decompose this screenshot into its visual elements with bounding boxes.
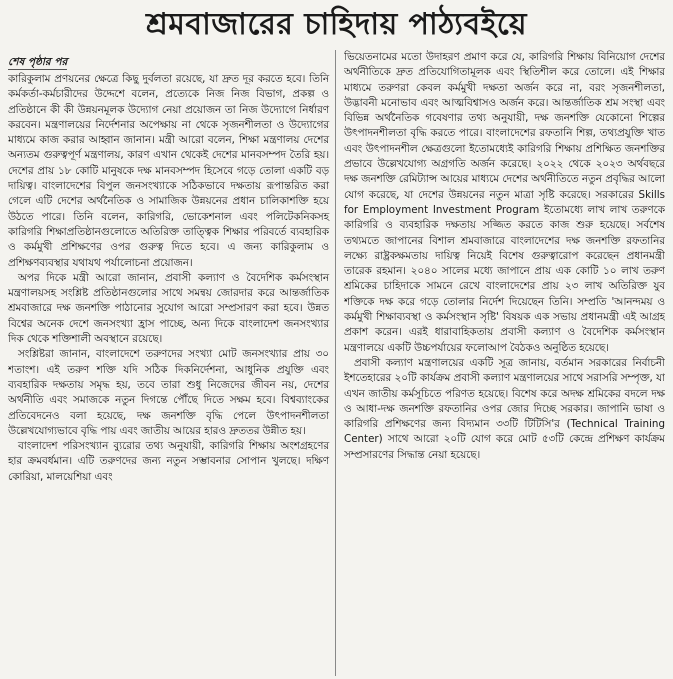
paragraph: ভিয়েতনামের মতো উদাহরণ প্রমাণ করে যে, কারিগরি শিক্ষায় বিনিয়োগ দেশের অর্থনীতিকে দ্রুত প্রতিযোগিতামূলক এবং স্থিতিশীল করে তোলে। এই শিক্ষার মাধ্যমে তরুণরা কেবল কর্মমুখী দক্ষতা অর্জন করে না, বরং সৃজনশীলতা, উদ্ভাবনী মনোভাব এবং আত্মবিশ্বাসও অর্জন করে। আন্তর্জাতিক শ্রম সংস্থা এবং বিভিন্ন অর্থনৈতিক গবেষণার তথ্য অনুযায়ী, দক্ষ জনশক্তি যেকোনো শিল্পের উৎপাদনশীলতা বৃদ্ধি করতে পারে। বাংলাদেশের রফতানি শিল্প, তথ্যপ্রযুক্তি খাত এবং উৎপাদনশীল ক্ষেত্রগুলো ইতোমধ্যেই কারিগরি শিক্ষায় প্রশিক্ষিত জনশক্তির প্রভাবে উল্লেখযোগ্য অগ্রগতি অর্জন করেছে। ২০২২ থেকে ২০২৩ অর্থবছরে দক্ষ জনশক্তি রেমিট্যান্স আয়ের মাধ্যমে দেশের অর্থনীতিতে নতুন প্রবৃদ্ধির আলো যোগ করেছে, যা দেশের উন্নয়নের নতুন মাত্রা সৃষ্টি করেছে। সরকারের Skills for Employment Investment Program ইতোমধ্যে লাখ লাখ তরুণকে কারিগরি ও ব্যবহারিক দক্ষতায় সজ্জিত করতে কাজ শুরু হয়েছে। সর্বশেষ তথ্যমতে জাপানের বিশাল শ্রমবাজারে বাংলাদেশের দক্ষ জনশক্তি রফতানির লক্ষ্যে রাষ্ট্রকক্ষমতায় দায়িত্ব নিয়েই বিশেষ গুরুত্বারোপ করেছেন প্রধানমন্ত্রী তারেক রহমান। ২০৪০ সালের মধ্যে জাপানে প্রায় এক কোটি ১০ লাখ তরুণ শ্রমিকের চাহিদাকে সামনে রেখে বাংলাদেশের প্রায় ২৩ লাখ অতিরিক্ত যুব শক্তিকে দক্ষ করে গড়ে তোলার নির্দেশ দিয়েছেন তিনি। সম্প্রতি 'আনন্দময় ও কর্মমুখী শিক্ষাব্যবস্থা ও কর্মসংস্থান সৃষ্টি' বিষয়ক এক সভায় প্রধানমন্ত্রী এই আগ্রহ প্রকাশ করেন। এরই ধারাবাহিকতায় প্রবাসী কল্যাণ ও বৈদেশিক কর্মসংস্থান মন্ত্রণালয়ে একটি উচ্চপর্যায়ের ফলোআপ বৈঠকও অনুষ্ঠিত হয়েছে। — [344, 51, 665, 354]
paragraph: কারিকুলাম প্রণয়নের ক্ষেত্রে কিছু দুর্বলতা রয়েছে, যা দ্রুত দূর করতে হবে। তিনি কর্মকর্তা-কর্মচারীদের উদ্দেশে বলেন, প্রত্যেকে নিজ নিজ বিভাগ, প্রকল্প ও প্রতিষ্ঠানে কী কী উন্নয়নমূলক উদ্যোগ নেয়া প্রয়োজন তা নিজ উদ্যোগে নির্ধারণ করবেন। মন্ত্রণালয়ের নির্দেশনার অপেক্ষায় না থেকে সৃজনশীলতা ও উদ্যোগের মাধ্যমে কাজ করার আহ্বান জানান। মন্ত্রী আরো বলেন, শিক্ষা মন্ত্রণালয় দেশের অন্যতম গুরুত্বপূর্ণ মন্ত্রণালয়, কারণ এখান থেকেই দেশের মানবসম্পদ তৈরি হয়। দেশের প্রায় ১৮ কোটি মানুষকে দক্ষ মানবসম্পদ হিসেবে গড়ে তোলা একটি বড় দায়িত্ব। বাংলাদেশের বিপুল জনসংখ্যাকে সঠিকভাবে দক্ষতায় রূপান্তরিত করা গেলে এটি দেশের অর্থনৈতিক ও সামাজিক উন্নয়নের প্রধান চালিকাশক্তি হয়ে উঠতে পারে। তিনি বলেন, কারিগরি, ভোকেশনাল এবং পলিটেকনিকসহ কারিগরি শিক্ষাপ্রতিষ্ঠানগুলোতে অতিরিক্ত তাত্ত্বিক শিক্ষার পরিবর্তে ব্যবহারিক ও কর্মমুখী প্রশিক্ষণের ওপর গুরুত্ব দিতে হবে। এ জন্য কারিকুলাম ও প্রশিক্ষণব্যবস্থার যথাযথ পর্যালোচনা প্রয়োজন। — [8, 73, 329, 269]
paragraph: সংশ্লিষ্টরা জানান, বাংলাদেশে তরুণদের সংখ্যা মোট জনসংখ্যার প্রায় ৩০ শতাংশ। এই তরুণ শক্তি যদি সঠিক দিকনির্দেশনা, আধুনিক প্রযুক্তি এবং ব্যবহারিক দক্ষতায় সমৃদ্ধ হয়, তবে তারা শুধু নিজেদের জীবন নয়, দেশের অর্থনীতি এবং সমাজকে নতুন দিগন্তে পৌঁছে দিতে সক্ষম হবে। বিশ্বব্যাংকের প্রতিবেদনেও বলা হয়েছে, দক্ষ জনশক্তি বৃদ্ধি পেলে উৎপাদনশীলতা উল্লেখযোগ্যভাবে বৃদ্ধি পায় এবং জাতীয় আয়ের হারও দ্রুততর উন্নীত হয়। — [8, 348, 329, 437]
article-headline: শ্রমবাজারের চাহিদায় পাঠ্যবইয়ে — [145, 7, 528, 42]
paragraph: বাংলাদেশ পরিসংখ্যান ব্যুরোর তথ্য অনুযায়ী, কারিগরি শিক্ষায় অংশগ্রহণের হার ক্রমবর্ধমান। এটি তরুণদের জন্য নতুন সম্ভাবনার সোপান খুলছে। দক্ষিণ কোরিয়া, মালয়েশিয়া এবং — [8, 440, 329, 483]
paragraph: অপর দিকে মন্ত্রী আরো জানান, প্রবাসী কল্যাণ ও বৈদেশিক কর্মসংস্থান মন্ত্রণালয়সহ সংশ্লিষ্ট প্রতিষ্ঠানগুলোর সাথে সমন্বয় জোরদার করে আন্তর্জাতিক শ্রমবাজারে দক্ষ জনশক্তি পাঠানোর সুযোগ আরো সম্প্রসারণ করা হবে। উন্নত বিশ্বের অনেক দেশে জনসংখ্যা হ্রাস পাচ্ছে, অন্য দিকে বাংলাদেশ জনসংখ্যার দিক থেকে শক্তিশালী অবস্থানে রয়েছে। — [8, 271, 329, 346]
article-columns — [8, 50, 665, 676]
right-column — [344, 50, 665, 676]
continued-kicker: শেষ পৃষ্ঠার পর — [8, 56, 68, 68]
left-column — [8, 50, 336, 676]
paragraph: প্রবাসী কল্যাণ মন্ত্রণালয়ের একটি সূত্র জানায়, বর্তমান সরকারের নির্বাচনী ইশতেহারের ২০টি কার্যক্রম প্রবাসী কল্যাণ মন্ত্রণালয়ের সাথে সরাসরি সম্পৃক্ত, যা এখন জাতীয় কর্মসূচিতে পরিণত হয়েছে। বিশেষ করে অদক্ষ শ্রমিকের বদলে দক্ষ ও আধা-দক্ষ জনশক্তি রফতানির ওপর জোর দিচ্ছে সরকার। জাপানি ভাষা ও কারিগরি প্রশিক্ষণের জন্য বিদ্যমান ৩৩টি টিটিসি'র (Technical Training Center) সাথে আরো ২০টি যোগ করে মোট ৫৩টি কেন্দ্রে প্রশিক্ষণ কার্যক্রম সম্প্রসারণের সিদ্ধান্ত নেয়া হয়েছে। — [344, 356, 665, 461]
